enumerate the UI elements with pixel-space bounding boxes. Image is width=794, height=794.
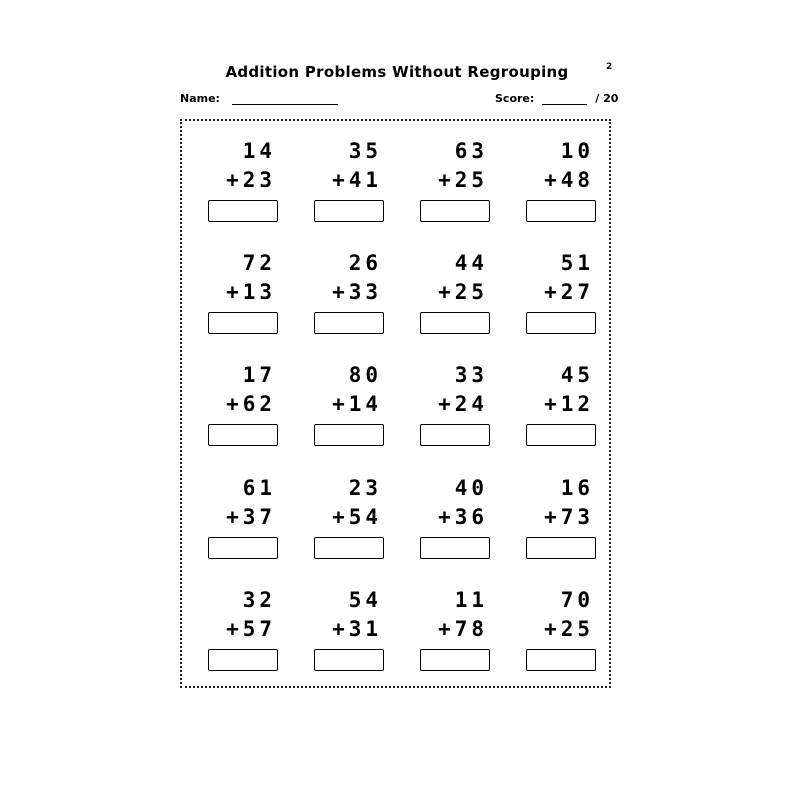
problem-bottom-number: +23 — [226, 168, 276, 192]
problem-top-number: 16 — [560, 476, 594, 500]
problem-19 — [416, 588, 496, 688]
problem-top-number: 33 — [454, 363, 488, 387]
problem-bottom-number: +12 — [544, 392, 594, 416]
problem-9 — [204, 363, 284, 463]
problem-13 — [204, 476, 284, 576]
problem-top-number: 63 — [454, 139, 488, 163]
answer-box[interactable] — [526, 649, 596, 671]
problem-14 — [310, 476, 390, 576]
problem-bottom-number: +25 — [544, 617, 594, 641]
problem-top-number: 11 — [454, 588, 488, 612]
problem-10 — [310, 363, 390, 463]
problem-top-number: 26 — [348, 251, 382, 275]
answer-box[interactable] — [208, 200, 278, 222]
problem-3 — [416, 139, 496, 239]
problem-top-number: 14 — [242, 139, 276, 163]
problem-bottom-number: +33 — [332, 280, 382, 304]
problem-top-number: 51 — [560, 251, 594, 275]
answer-box[interactable] — [420, 312, 490, 334]
answer-box[interactable] — [208, 424, 278, 446]
problem-top-number: 54 — [348, 588, 382, 612]
name-field[interactable] — [232, 92, 338, 105]
problem-bottom-number: +48 — [544, 168, 594, 192]
answer-box[interactable] — [314, 200, 384, 222]
problem-bottom-number: +31 — [332, 617, 382, 641]
problem-bottom-number: +27 — [544, 280, 594, 304]
problem-top-number: 70 — [560, 588, 594, 612]
answer-box[interactable] — [420, 649, 490, 671]
problem-7 — [416, 251, 496, 351]
problem-top-number: 80 — [348, 363, 382, 387]
answer-box[interactable] — [526, 312, 596, 334]
answer-box[interactable] — [314, 424, 384, 446]
answer-box[interactable] — [208, 312, 278, 334]
problem-top-number: 44 — [454, 251, 488, 275]
score-field[interactable] — [542, 92, 587, 105]
problem-bottom-number: +25 — [438, 280, 488, 304]
problem-bottom-number: +41 — [332, 168, 382, 192]
problem-top-number: 32 — [242, 588, 276, 612]
score-total: / 20 — [595, 92, 619, 105]
problem-bottom-number: +13 — [226, 280, 276, 304]
problem-18 — [310, 588, 390, 688]
problem-bottom-number: +25 — [438, 168, 488, 192]
problem-17 — [204, 588, 284, 688]
problem-4 — [522, 139, 602, 239]
problem-15 — [416, 476, 496, 576]
problem-top-number: 72 — [242, 251, 276, 275]
problem-bottom-number: +14 — [332, 392, 382, 416]
answer-box[interactable] — [314, 649, 384, 671]
problem-top-number: 45 — [560, 363, 594, 387]
problem-12 — [522, 363, 602, 463]
problem-20 — [522, 588, 602, 688]
name-row — [180, 92, 338, 105]
problem-16 — [522, 476, 602, 576]
problem-top-number: 10 — [560, 139, 594, 163]
problem-top-number: 40 — [454, 476, 488, 500]
problem-grid — [180, 119, 611, 688]
answer-box[interactable] — [526, 424, 596, 446]
name-label: Name: — [180, 92, 220, 105]
problem-bottom-number: +78 — [438, 617, 488, 641]
problem-2 — [310, 139, 390, 239]
problem-bottom-number: +24 — [438, 392, 488, 416]
answer-box[interactable] — [420, 200, 490, 222]
score-label: Score: — [495, 92, 535, 105]
answer-box[interactable] — [208, 537, 278, 559]
answer-box[interactable] — [314, 312, 384, 334]
answer-box[interactable] — [526, 537, 596, 559]
answer-box[interactable] — [208, 649, 278, 671]
answer-box[interactable] — [420, 424, 490, 446]
problem-1 — [204, 139, 284, 239]
problem-bottom-number: +62 — [226, 392, 276, 416]
problem-6 — [310, 251, 390, 351]
problem-top-number: 17 — [242, 363, 276, 387]
problem-bottom-number: +37 — [226, 505, 276, 529]
score-row — [495, 92, 618, 105]
answer-box[interactable] — [420, 537, 490, 559]
problem-bottom-number: +57 — [226, 617, 276, 641]
problem-bottom-number: +73 — [544, 505, 594, 529]
problem-8 — [522, 251, 602, 351]
problem-11 — [416, 363, 496, 463]
problem-top-number: 35 — [348, 139, 382, 163]
answer-box[interactable] — [526, 200, 596, 222]
problem-bottom-number: +36 — [438, 505, 488, 529]
page-title: Addition Problems Without Regrouping — [225, 63, 569, 81]
answer-box[interactable] — [314, 537, 384, 559]
problem-bottom-number: +54 — [332, 505, 382, 529]
problem-5 — [204, 251, 284, 351]
page-number: 2 — [606, 62, 613, 72]
problem-top-number: 23 — [348, 476, 382, 500]
problem-top-number: 61 — [242, 476, 276, 500]
